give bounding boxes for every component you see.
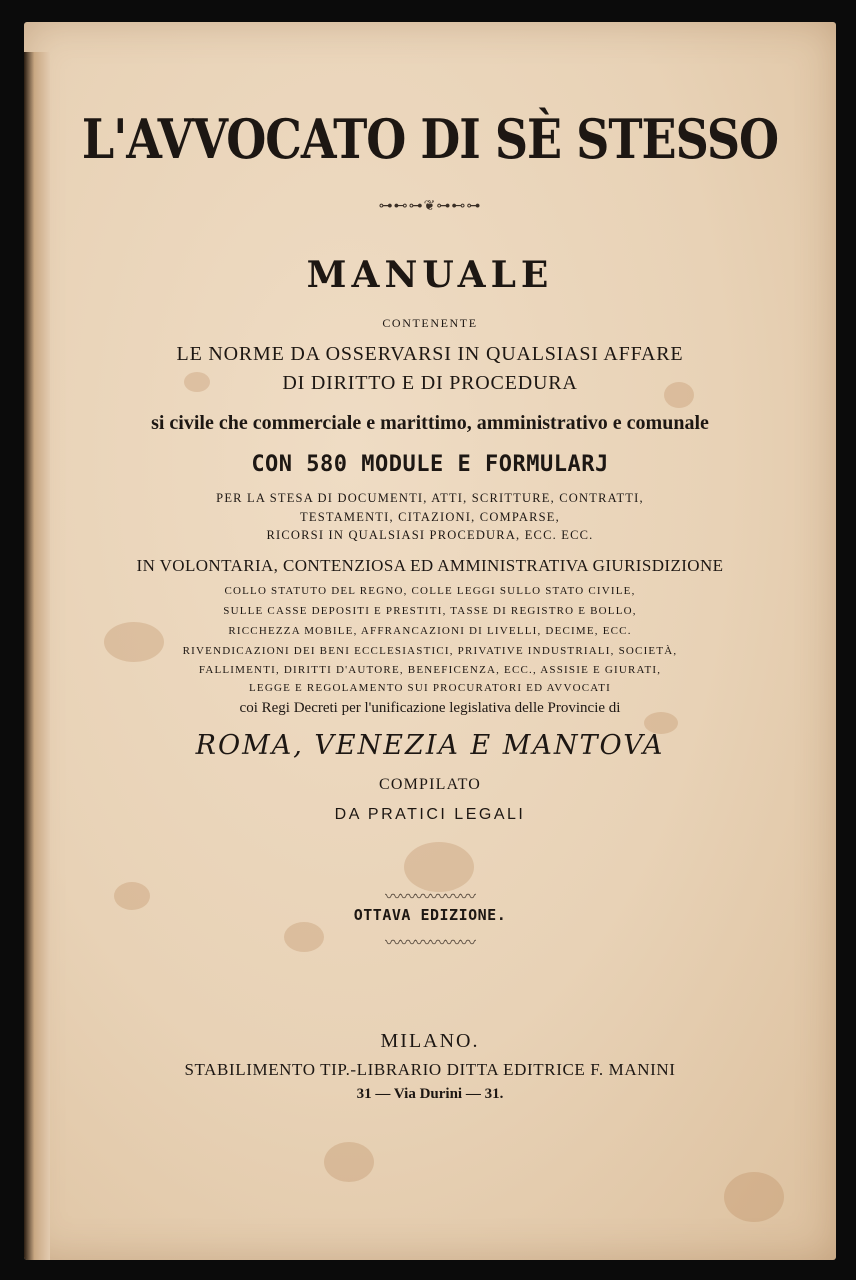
publisher-line: STABILIMENTO TIP.-LIBRARIO DITTA EDITRICE F. MANINI — [184, 1060, 676, 1079]
subtitle-manuale: MANUALE — [306, 254, 554, 296]
wavy-rule-top: 〰〰〰〰〰〰 — [384, 887, 475, 906]
statuto-line: LEGGE E REGOLAMENTO SUI PROCURATORI ED AVVOCATI — [249, 682, 611, 694]
civile-line: si civile che commerciale e marittimo, amministrativo e comunale — [151, 412, 709, 434]
statuto-line: SULLE CASSE DEPOSITI E PRESTITI, TASSE DI REGISTRO E BOLLO, — [223, 605, 637, 617]
decreti-line: coi Regi Decreti per l'unificazione legislativa delle Provincie di — [239, 700, 621, 716]
title-ornament: ⊶⊷⊶❦⊶⊷⊶ — [378, 198, 482, 214]
stesa-line-3: RICORSI IN QUALSIASI PROCEDURA, ECC. ECC. — [266, 528, 594, 542]
compilato-label: COMPILATO — [378, 776, 482, 793]
norme-line-1: LE NORME DA OSSERVARSI IN QUALSIASI AFFARE — [176, 343, 684, 365]
foxing-stain — [324, 1142, 374, 1182]
statuto-line: RIVENDICAZIONI DEI BENI ECCLESIASTICI, PRIVATIVE INDUSTRIALI, SOCIETÀ, — [182, 645, 678, 657]
statuto-line: RICCHEZZA MOBILE, AFFRANCAZIONI DI LIVELLI, DECIME, ECC. — [228, 625, 632, 637]
book-title: L'AVVOCATO DI SÈ STESSO — [81, 107, 779, 171]
stesa-line-2: TESTAMENTI, CITAZIONI, COMPARSE, — [300, 510, 560, 524]
statuto-line: COLLO STATUTO DEL REGNO, COLLE LEGGI SULLO STATO CIVILE, — [224, 585, 636, 597]
stesa-line-1: PER LA STESA DI DOCUMENTI, ATTI, SCRITTURE, CONTRATTI, — [216, 491, 644, 505]
edition-line: OTTAVA EDIZIONE. — [353, 906, 507, 924]
city-line: MILANO. — [380, 1030, 480, 1052]
wavy-rule-bottom: 〰〰〰〰〰〰 — [384, 933, 475, 952]
norme-line-2: DI DIRITTO E DI PROCEDURA — [282, 372, 578, 394]
foxing-stain — [724, 1172, 784, 1222]
volontaria-line: IN VOLONTARIA, CONTENZIOSA ED AMMINISTRATIVA GIURISDIZIONE — [136, 556, 724, 575]
statuto-line: FALLIMENTI, DIRITTI D'AUTORE, BENEFICENZA, ECC., ASSISIE E GIURATI, — [198, 664, 662, 676]
province-line: ROMA, VENEZIA E MANTOVA — [195, 730, 665, 761]
address-line: 31 — Via Durini — 31. — [356, 1086, 504, 1102]
contenente-label: CONTENENTE — [382, 316, 478, 330]
formularj-line: CON 580 MODULE E FORMULARJ — [251, 452, 609, 477]
authors-line: DA PRATICI LEGALI — [334, 806, 526, 823]
